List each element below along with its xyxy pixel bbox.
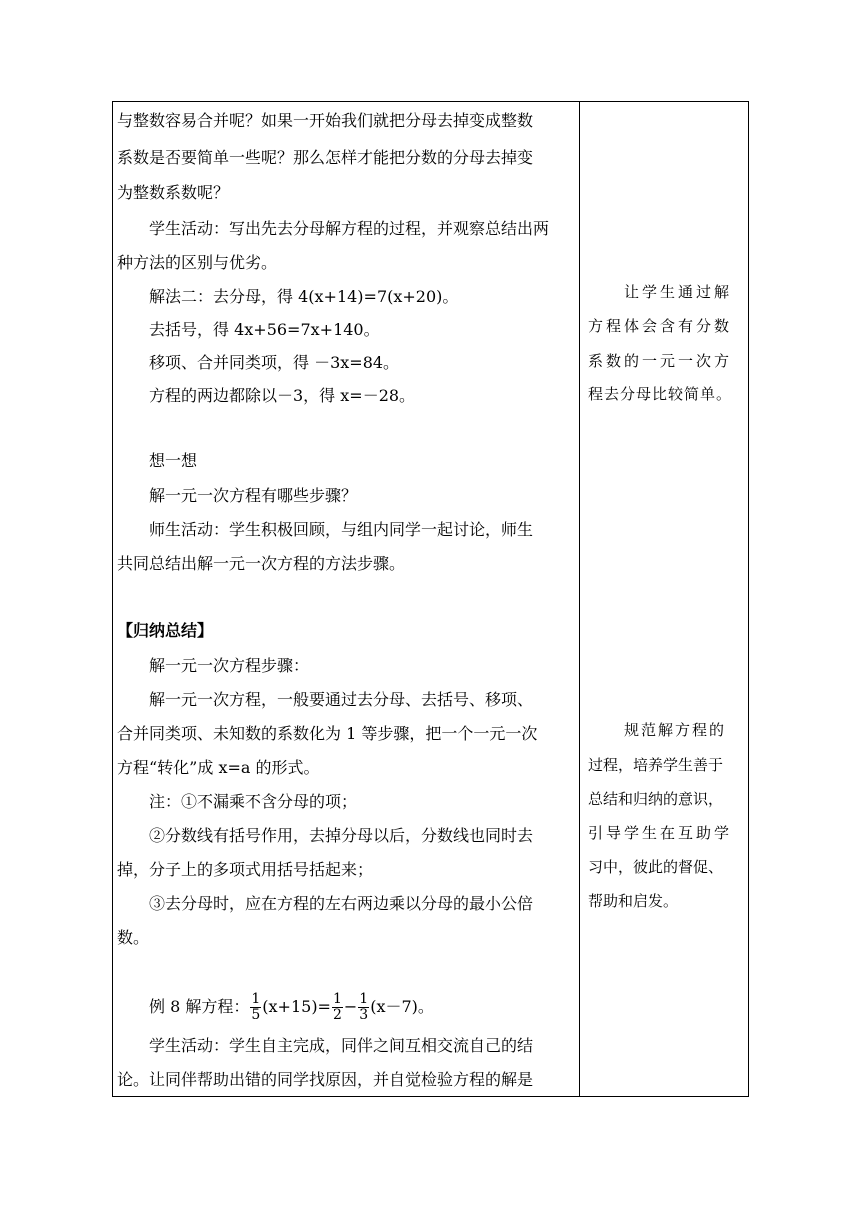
side-note-line: 程去分母比较简单。 <box>588 385 733 403</box>
text-line: 注：①不漏乘不含分母的项； <box>149 792 358 811</box>
side-note-line: 习中，彼此的督促、 <box>588 858 724 876</box>
side-note-line: 帮助和启发。 <box>588 892 679 910</box>
text-line: 解一元一次方程步骤： <box>149 656 310 675</box>
example-part2: (x－7)。 <box>370 997 434 1016</box>
example-prefix: 例 8 解方程： <box>149 997 250 1016</box>
side-note-line: 方程体会含有分数 <box>588 317 733 335</box>
text-line: 解一元一次方程有哪些步骤？ <box>149 486 358 505</box>
text-line: 学生活动：写出先去分母解方程的过程，并观察总结出两 <box>149 219 550 238</box>
example-part1: (x+15)= <box>262 997 331 1016</box>
text-line: 为整数系数呢？ <box>117 183 230 202</box>
text-line: 解一元一次方程，一般要通过去分母、去括号、移项、 <box>149 690 534 709</box>
fraction-one-half: $\frac{1}{2}$ <box>332 991 342 1023</box>
text-line: 方程的两边都除以－3，得 x=－28。 <box>149 386 416 405</box>
side-note-line: 引导学生在互助学 <box>588 824 733 842</box>
text-line: 掉，分子上的多项式用括号括起来； <box>117 860 374 879</box>
text-line: 共同总结出解一元一次方程的方法步骤。 <box>117 554 406 573</box>
text-line: 学生活动：学生自主完成，同伴之间互相交流自己的结 <box>149 1036 534 1055</box>
minus-sign: − <box>343 997 358 1016</box>
side-note-line: 系数的一元一次方 <box>588 352 733 370</box>
side-note-line: 让学生通过解 <box>624 283 733 301</box>
text-line: 种方法的区别与优劣。 <box>117 253 278 272</box>
text-line: 师生活动：学生积极回顾，与组内同学一起讨论，师生 <box>149 520 534 539</box>
side-note-line: 过程，培养学生善于 <box>588 756 724 774</box>
example-equation <box>149 990 434 1024</box>
text-line: ③去分母时，应在方程的左右两边乘以分母的最小公倍 <box>149 894 534 913</box>
text-line: 合并同类项、未知数的系数化为 1 等步骤，把一个一元一次 <box>117 724 538 743</box>
side-note-line: 总结和归纳的意识， <box>588 790 724 808</box>
section-heading: 【归纳总结】 <box>117 621 214 640</box>
column-divider <box>579 101 580 1097</box>
lesson-table <box>112 101 749 1097</box>
text-line: 论。让同伴帮助出错的同学找原因，并自觉检验方程的解是 <box>117 1070 534 1089</box>
side-note-line: 规范解方程的 <box>624 721 727 739</box>
text-line: 去括号，得 4x+56=7x+140。 <box>149 320 380 339</box>
text-line: 方程“转化”成 x=a 的形式。 <box>117 758 320 777</box>
text-line: 移项、合并同类项，得 －3x=84。 <box>149 353 400 372</box>
text-line: 系数是否要简单一些呢？那么怎样才能把分数的分母去掉变 <box>117 148 534 167</box>
fraction-one-third: $\frac{1}{3}$ <box>359 991 369 1023</box>
text-line: 与整数容易合并呢？如果一开始我们就把分母去掉变成整数 <box>117 111 534 130</box>
fraction-one-fifth: $\frac{1}{5}$ <box>251 991 261 1023</box>
text-line: 数。 <box>117 928 150 947</box>
text-line: 解法二：去分母，得 4(x+14)=7(x+20)。 <box>149 287 459 306</box>
text-line: ②分数线有括号作用，去掉分母以后，分数线也同时去 <box>149 826 534 845</box>
text-line: 想一想 <box>149 451 198 470</box>
